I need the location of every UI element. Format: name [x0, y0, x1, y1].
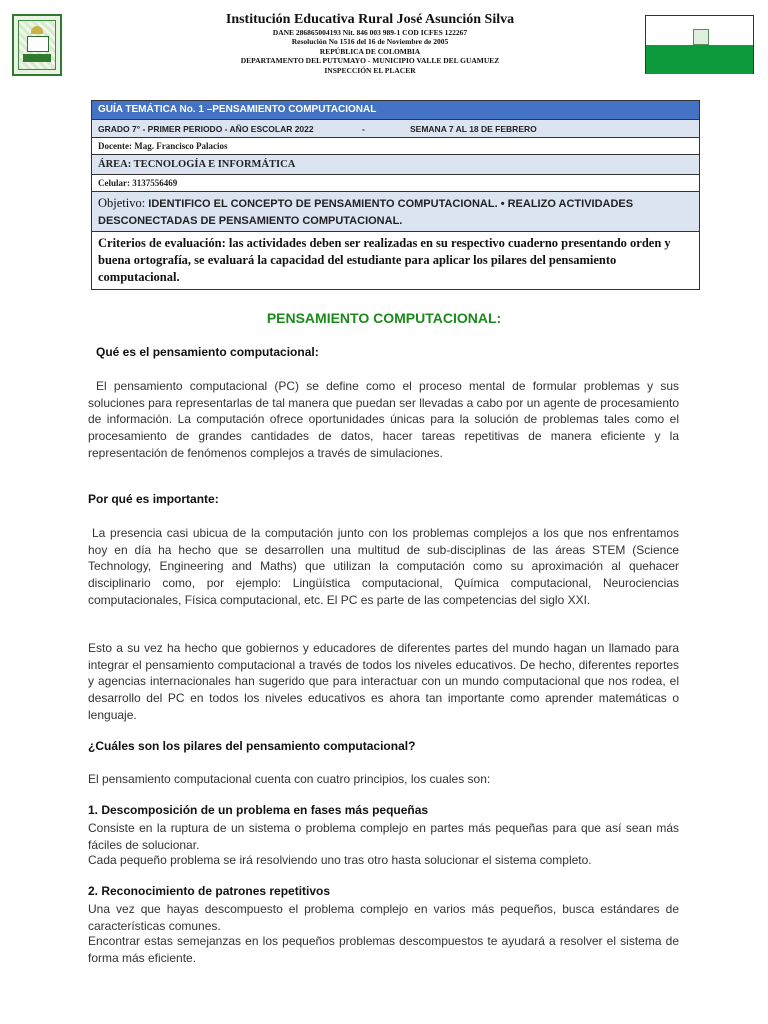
objective-row: [91, 192, 700, 232]
heading-why-important: Por qué es importante:: [88, 492, 219, 506]
header-line-inspection: INSPECCIÓN EL PLACER: [324, 66, 416, 75]
pillar-1-text: Consiste en la ruptura de un sistema o problema complejo en partes más pequeñas para que así sean más fáciles de solucionar.: [88, 821, 679, 852]
phone-row: Celular: 3137556469: [91, 175, 700, 192]
flag-emblem-icon: [693, 29, 709, 45]
teacher-row: Docente: Mag. Francisco Palacios: [91, 138, 700, 155]
paragraph-integration: Esto a su vez ha hecho que gobiernos y educadores de diferentes partes del mundo hagan un llamado para integrar el pensamiento computacional a través de todos los niveles educativos. De hecho, diferentes reportes y agencias internacionales han sugerido que para interactuar con un mundo computacional que nos rodea, el desarrollo del PC en todos los niveles educativos es ahora tan importante como aprender matemáticas o lenguaje.: [88, 641, 679, 722]
header-line-dane: DANE 286865004193 Nit. 846 003 989-1 COD ICFES 122267: [272, 28, 468, 37]
grade-text: GRADO 7° - PRIMER PERIODO - AÑO ESCOLAR 2022: [98, 124, 314, 134]
area-row: ÁREA: TECNOLOGÍA E INFORMÁTICA: [91, 155, 700, 175]
header-line-country: REPÚBLICA DE COLOMBIA: [319, 47, 421, 56]
grade-row: [91, 120, 700, 138]
header-line-department: DEPARTAMENTO DEL PUTUMAYO - MUNICIPIO VALLE DEL GUAMUEZ: [240, 56, 500, 65]
pillar-2-text-2: Encontrar estas semejanzas en los pequeños problemas descompuestos te ayudará a resolver el sistema de forma más eficiente.: [88, 934, 679, 965]
week-text: SEMANA 7 AL 18 DE FEBRERO: [410, 124, 537, 134]
flag-green-band: [646, 46, 753, 74]
paragraph-definition: El pensamiento computacional (PC) se define como el proceso mental de formular problemas y sus soluciones para representarlas de tal manera que puedan ser llevadas a cabo por un agente de procesamiento de información. La computación ofrece oportunidades únicas para la solución de problemas tales como el procesamiento de grandes cantidades de datos, hacer tareas repetitivas de manera eficiente y la representación de fenómenos complejos a través de simulaciones.: [88, 379, 679, 460]
header-line-resolution: Resolución No 1516 del 16 de Noviembre de 2005: [291, 37, 449, 46]
crest-base: [23, 54, 51, 62]
heading-what-is: Qué es el pensamiento computacional:: [96, 345, 319, 359]
objective-text: IDENTIFICO EL CONCEPTO DE PENSAMIENTO COMPUTACIONAL. • REALIZO ACTIVIDADES DESCONECTADAS DE PENSAMIENTO COMPUTACIONAL.: [98, 198, 634, 227]
municipal-flag: [645, 15, 754, 74]
pillar-2-text: Una vez que hayas descompuesto el problema complejo en varios más pequeños, busca estándares de características comunes.: [88, 902, 679, 933]
pillar-1-title: 1. Descomposición de un problema en fases más pequeñas: [88, 803, 429, 817]
crest-sun: [31, 26, 43, 34]
pillar-1-text-2: Cada pequeño problema se irá resolviendo uno tras otro hasta solucionar el sistema completo.: [88, 853, 592, 867]
grade-separator: -: [362, 124, 365, 134]
pillar-2-title: 2. Reconocimiento de patrones repetitivos: [88, 884, 331, 898]
crest-book-icon: [27, 36, 49, 52]
objective-label: Objetivo:: [98, 196, 146, 210]
criteria-row: Criterios de evaluación: las actividades deben ser realizadas en su respectivo cuaderno presentando orden y buena ortografía, se evaluará la capacidad del estudiante para aplicar los pilares del pensamiento computacional.: [91, 232, 700, 290]
guide-title-row: GUÍA TEMÁTICA No. 1 –PENSAMIENTO COMPUTACIONAL: [91, 100, 700, 120]
school-name: Institución Educativa Rural José Asunción Silva: [225, 12, 515, 27]
heading-pillars: ¿Cuáles son los pilares del pensamiento computacional?: [88, 739, 416, 753]
school-crest-logo: [12, 14, 62, 76]
section-title: PENSAMIENTO COMPUTACIONAL:: [266, 310, 502, 326]
paragraph-importance: La presencia casi ubicua de la computación junto con los problemas complejos a los que nos enfrentamos hoy en día ha hecho que se desarrollen una multitud de sub-disciplinas de las áreas STEM (Science Technology, Engineering and Maths) que utilizan la computación como su aproximación al quehacer disciplinario como, por ejemplo: Lingüística computacional, Química computacional, Neurociencias computacionales, Física computacional, etc. El PC es parte de las competencias del siglo XXI.: [88, 526, 679, 607]
paragraph-principles: El pensamiento computacional cuenta con cuatro principios, los cuales son:: [88, 772, 491, 786]
